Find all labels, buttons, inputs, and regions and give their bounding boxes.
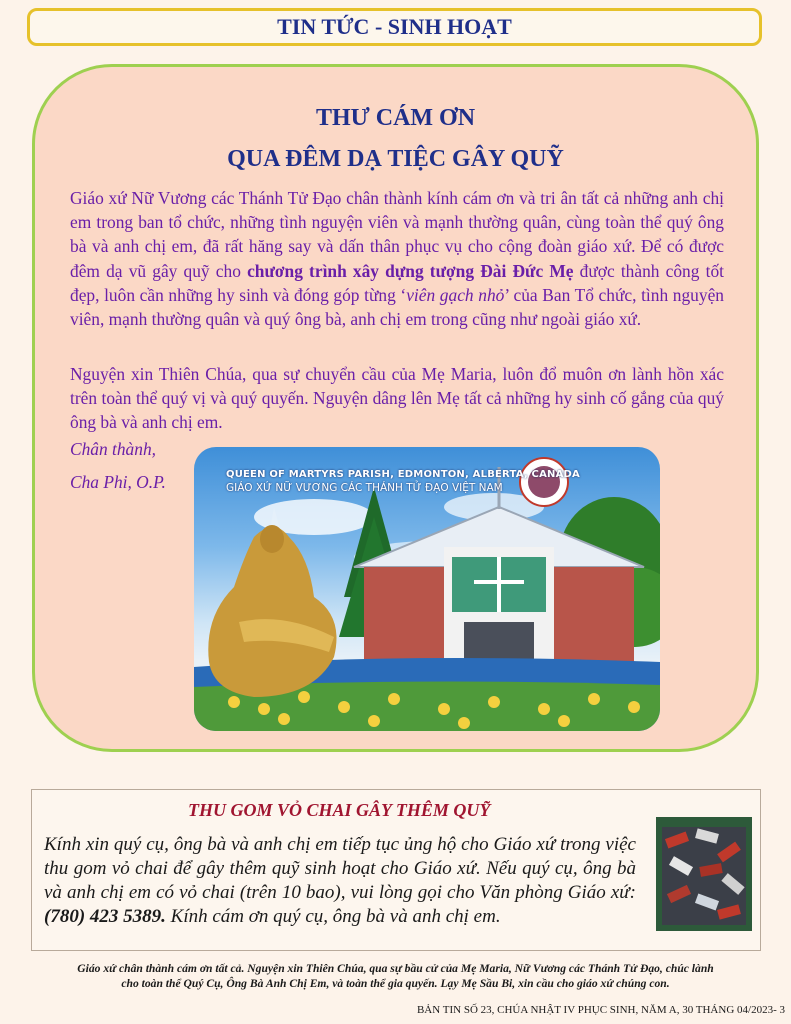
- bottles-photo: [656, 817, 752, 931]
- letter-signature: Cha Phi, O.P.: [70, 472, 166, 492]
- parish-photo: [194, 447, 660, 731]
- photo-caption-vietnamese: GIÁO XỨ NỮ VƯƠNG CÁC THÁNH TỬ ĐẠO VIỆT NAM: [226, 482, 503, 494]
- bottle-drive-text-b: Kính cám ơn quý cụ, ông bà và anh chị em.: [165, 906, 501, 927]
- bottles-illustration: [656, 817, 752, 931]
- letter-title: THƯ CÁM ƠN: [315, 105, 476, 131]
- letter-subtitle: QUA ĐÊM DẠ TIỆC GÂY QUỸ: [227, 146, 564, 172]
- bottle-drive-text-a: Kính xin quý cụ, ông bà và anh chị em tiếp tục ủng hộ cho Giáo xứ trong việc thu gom vỏ chai để gây thêm quỹ sinh hoạt cho Giáo xứ. Nếu quý cụ, ông bà và anh chị em có vỏ chai (trên 10 bao), vui lòng gọi cho Văn phòng Giáo xứ:: [44, 834, 636, 903]
- issue-info: BẢN TIN SỐ 23, CHÚA NHẬT IV PHỤC SINH, NĂM A, 30 THÁNG 04/2023- 3: [416, 1004, 785, 1016]
- letter-paragraph-1: [70, 186, 724, 331]
- letter-closing: Chân thành,: [70, 439, 156, 459]
- footer-blessing: [30, 961, 761, 991]
- parish-phone: (780) 423 5389.: [44, 906, 166, 927]
- section-header: [27, 8, 762, 46]
- photo-caption-english: QUEEN OF MARTYRS PARISH, EDMONTON, ALBERTA, CANADA: [226, 469, 580, 480]
- section-title: TIN TỨC - SINH HOẠT: [277, 14, 512, 39]
- bottle-drive-text: [44, 833, 636, 929]
- p1-bold-text: chương trình xây dựng tượng Đài Đức Mẹ: [247, 260, 574, 281]
- p1-text-b: được thành công tốt đẹp, luôn cần những hy sinh và đóng góp từng ‘: [70, 260, 724, 305]
- p1-text-a: Giáo xứ Nữ Vương các Thánh Tử Đạo chân thành kính cám ơn và tri ân tất cả những anh chị em trong ban tổ chức, những tình nguyện viên và mạnh thường quân, cùng toàn thể quý ông bà và anh chị em, đã rất hăng say và dấn thân phục vụ cho cộng đoàn giáo xứ. Để có được đêm dạ vũ gây quỹ cho: [70, 188, 724, 281]
- footer-line-2: cho toàn thể Quý Cụ, Ông Bà Anh Chị Em, và toàn thể gia quyến. Lạy Mẹ Sầu Bi, xin cầu cho giáo xứ chúng con.: [121, 977, 670, 990]
- p1-text-c: ’ của Ban Tổ chức, tình nguyện viên, mạnh thường quân và quý ông bà, anh chị em trong cũng như ngoài giáo xứ.: [70, 284, 724, 330]
- bottle-drive-title: THU GOM VỎ CHAI GÂY THÊM QUỸ: [188, 800, 491, 820]
- p1-italic-text: viên gạch nhỏ: [406, 284, 505, 305]
- footer-line-1: Giáo xứ chân thành cám ơn tất cả. Nguyện xin Thiên Chúa, qua sự bầu cử của Mẹ Maria, Nữ Vương các Thánh Tử Đạo, chúc lành: [77, 962, 714, 975]
- letter-paragraph-2: Nguyện xin Thiên Chúa, qua sự chuyển cầu của Mẹ Maria, luôn đổ muôn ơn lành hồn xác trên toàn thể quý vị và quý quyến. Nguyện dâng lên Mẹ tất cả những hy sinh cố gắng của quý ông bà và anh chị em.: [70, 364, 724, 433]
